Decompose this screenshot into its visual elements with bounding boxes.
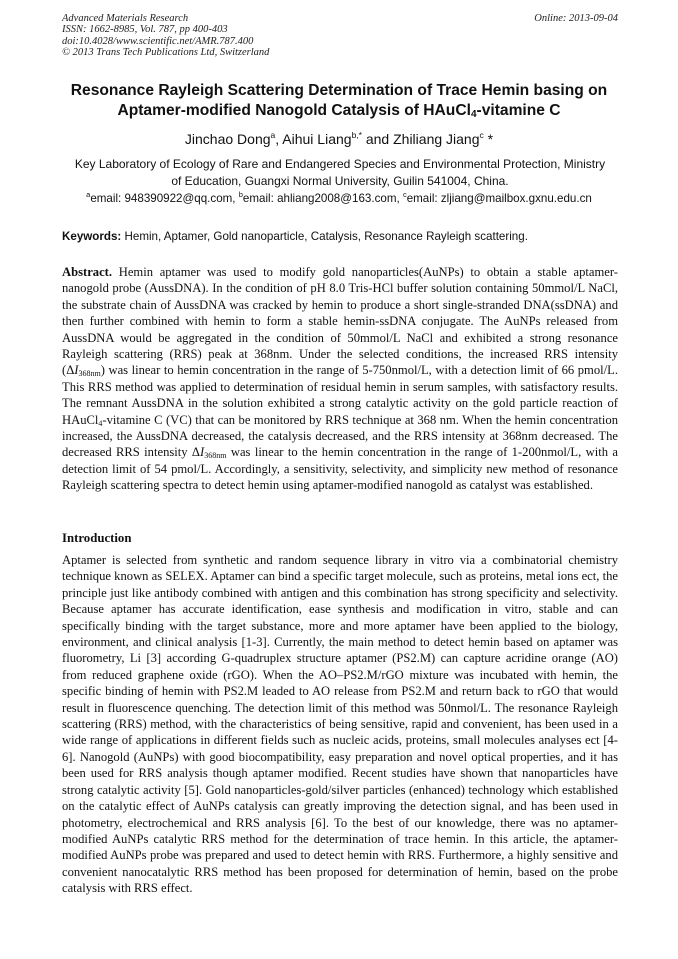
- title-subscript: 4: [470, 109, 477, 120]
- doi-line: doi:10.4028/www.scientific.net/AMR.787.400: [62, 35, 254, 47]
- author-3: Zhiliang Jiang: [393, 131, 480, 147]
- intensity-symbol: I: [74, 363, 79, 378]
- author-2: Aihui Liang: [282, 131, 352, 147]
- author-separator: ,: [275, 131, 283, 147]
- journal-name: Advanced Materials Research: [62, 13, 189, 24]
- wavelength-subscript: 368nm: [78, 369, 101, 379]
- abstract: [62, 264, 618, 494]
- abstract-text-1: Hemin aptamer was used to modify gold nanoparticles(AuNPs) to obtain a stable aptamer-nanogold probe (AussDNA). In the condition of pH 8.0 Tris-HCl buffer solution containing 50mmol/L NaCl, the substrate chain of AussDNA was cracked by hemin to produce a short single-stranded DNA(ssDNA) and then further combined with hemin to form a stable hemin-ssDNA conjugate. The AuNPs released from AussDNA would be aggregated in the condition of 50mmol/L NaCl and exhibited a strong resonance Rayleigh scattering (RRS) peak at 368nm. Under the selected conditions, the increased RRS intensity (Δ: [62, 265, 618, 378]
- affiliation-line-1: Key Laboratory of Ecology of Rare and Endangered Species and Environmental Protection, Ministry: [74, 157, 606, 171]
- abstract-text-3: -vitamine C (VC) that can be monitored by RRS technique at 368 nm. When the hemin concentration increased, the AussDNA decreased, the catalysis decreased, and the RRS intensity at 368nm decreased. The decreased RRS intensity Δ: [62, 412, 618, 460]
- email-c-mark: c: [402, 190, 407, 199]
- abstract-text-4: was linear to the hemin concentration in the range of 1-200nmol/L, with a detection limit of 54 pmol/L. Accordingly, a sensitivity, selectivity, and simplicity new method of resonance Rayleigh scattering spectra to detect hemin using aptamer-modified nanogold as catalyst was established.: [62, 445, 618, 493]
- introduction-paragraph: Aptamer is selected from synthetic and random sequence library in vitro via a combinatorial chemistry technique known as SELEX. Aptamer can bind a specific target molecule, such as proteins, metal ions ect, the principle just like antibody combined with antigen and this combination has strong specificity and selectivity. Because aptamer has accurate identification, ease synthesis and modification in vitro, stable and can specifically binding with the target substance, more and more aptamer have been applied to the biology, environment, and clinical analysis [1-3]. Currently, the main method to detect hemin based on aptamer was fluorometry, Li [3] according G-quadruplex structure aptamer (PS2.M) can capture acridine orange (AO) from reduced graphene oxide (rGO). When the AO–PS2.M/rGO mixture was incubated with hemin, the specific binding of hemin with PS2.M leaded to AO release from PS2.M and return back to rGO that would result in fluorescence quenching. The detection limit of this method was 50nmol/L. The resonance Rayleigh scattering (RRS) method, with the characteristics of being sensitive, rapid and convenient, has been used in a wide range of applications in different fields such as nucleic acids, proteins, small molecules analyses ect [4-6]. Nanogold (AuNPs) with good biocompatibility, easy preparation and novel optical properties, and it has been used for RRS analysis though aptamer modified. Recent studies have shown that nanoparticles have strong catalytic activity [5]. Gold nanoparticles-gold/silver particles (enhanced) technology which established on the catalytic effect of AuNPs catalysis can greatly improving the detection signal, and has been used in photometry, electrochemical and RRS analysis [6]. To the best of our knowledge, there was no aptamer-modified AuNPs catalytic RRS method for the determination of trace hemin. In this article, the aptamer-modified AuNPs probe was prepared and used to detect hemin with RRS. Furthermore, a highly sensitive and convenient nanocatalytic RRS method has been proposed for determination of hemin, based on the probe catalysis with RRS effect.: [62, 553, 618, 896]
- author-separator: and: [361, 131, 394, 147]
- corresponding-mark: *: [483, 131, 494, 147]
- keywords: [62, 229, 618, 245]
- keywords-text: Hemin, Aptamer, Gold nanoparticle, Catalysis, Resonance Rayleigh scattering.: [121, 230, 528, 243]
- paper-title: [40, 81, 638, 121]
- online-date: Online: 2013-09-04: [534, 13, 618, 24]
- section-heading-introduction: Introduction: [62, 531, 132, 545]
- abstract-paragraph: [62, 264, 618, 494]
- email-a-mark: a: [86, 190, 91, 199]
- introduction-body: [62, 552, 618, 897]
- title-line-1: Resonance Rayleigh Scattering Determination of Trace Hemin basing on: [70, 82, 608, 99]
- title-line-2-tail: -vitamine C: [476, 102, 561, 119]
- wavelength-subscript: 368nm: [204, 451, 227, 461]
- abstract-label: Abstract.: [62, 265, 113, 279]
- affiliation: [62, 156, 618, 190]
- abstract-text-2: ) was linear to hemin concentration in the range of 5-750nmol/L, with a detection limit of 66 pmol/L. This RRS method was applied to determination of residual hemin in serum samples, with satisfactory results. The remnant AussDNA in the solution exhibited a strong catalytic activity on the gold particle reaction of HAuCl: [62, 363, 618, 427]
- author-list: [40, 130, 638, 148]
- intensity-symbol: I: [200, 445, 205, 460]
- affiliation-line-2: of Education, Guangxi Normal University, Guilin 541004, China.: [171, 174, 509, 188]
- email-b: email: ahliang2008@163.com,: [242, 192, 403, 205]
- author-1: Jinchao Dong: [184, 131, 271, 147]
- journal-header: [62, 13, 618, 58]
- issn-line: ISSN: 1662-8985, Vol. 787, pp 400-403: [62, 24, 228, 36]
- email-c: email: zljiang@mailbox.gxnu.edu.cn: [406, 192, 592, 205]
- keywords-label: Keywords:: [62, 230, 122, 243]
- author-1-mark: a: [270, 130, 276, 140]
- email-b-mark: b: [238, 190, 243, 199]
- copyright-line: © 2013 Trans Tech Publications Ltd, Switzerland: [62, 46, 270, 58]
- author-2-mark: b,*: [351, 130, 362, 140]
- email-list: [40, 191, 638, 207]
- title-line-2-text: Aptamer-modified Nanogold Catalysis of HAuCl: [117, 102, 471, 119]
- title-line-2: [40, 101, 638, 121]
- email-a: email: 948390922@qq.com,: [90, 192, 239, 205]
- chemical-subscript: 4: [98, 418, 103, 428]
- author-3-mark: c: [479, 130, 484, 140]
